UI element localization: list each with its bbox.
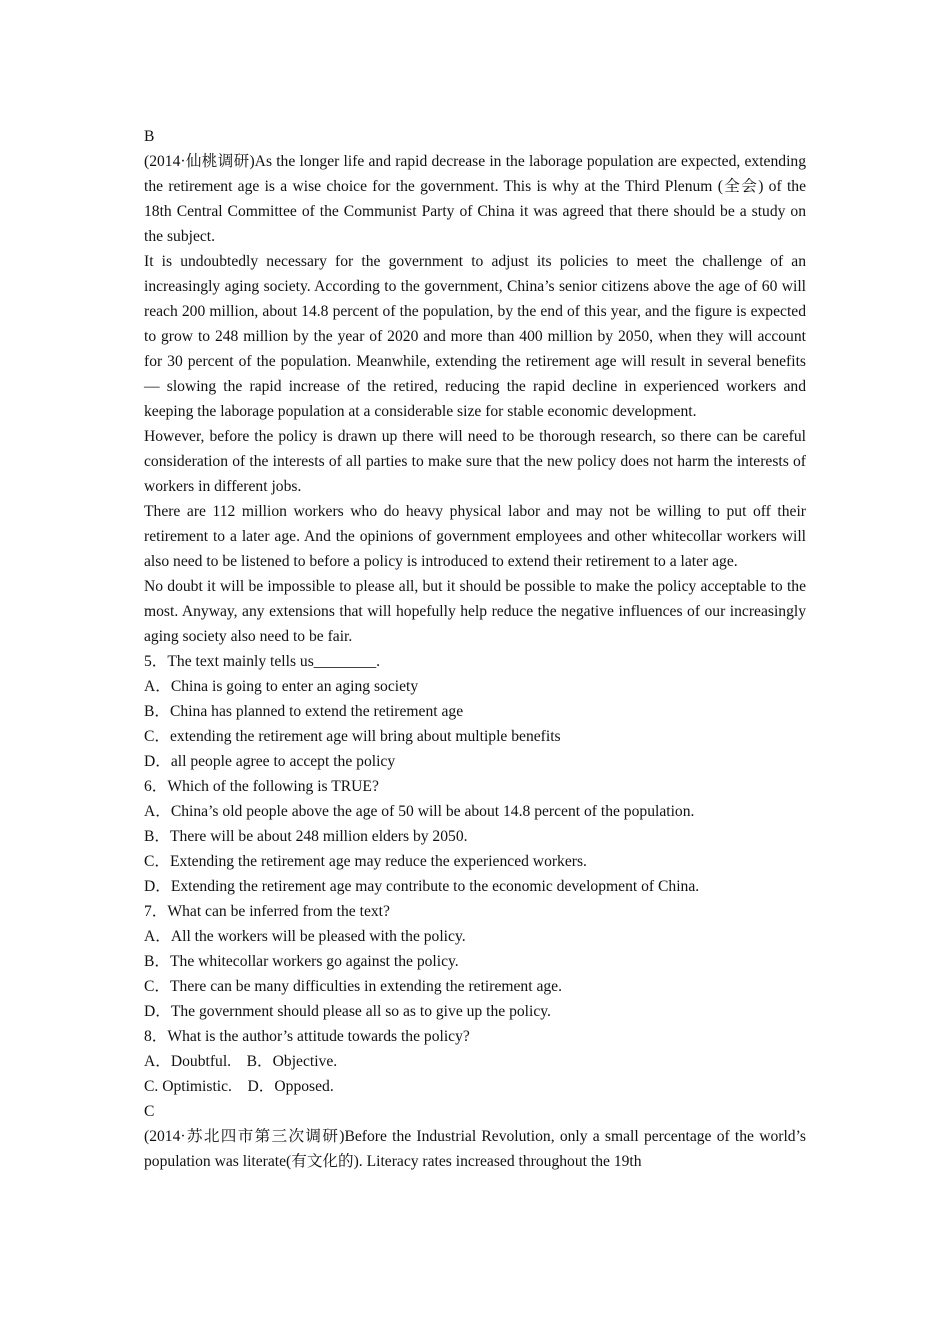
question-stem: 7．What can be inferred from the text?	[144, 903, 390, 920]
options-row-cd: C. Optimistic. D．Opposed.	[144, 1078, 334, 1095]
question-5	[144, 649, 806, 774]
option-a: A．China is going to enter an aging society	[144, 678, 419, 695]
passage-b-paragraph-4: There are 112 million workers who do heavy physical labor and may not be willing to put off their retirement to a later age. And the opinions of government employees and other whitecollar workers will also need to be listened to before a policy is introduced to extend their retirement to a later age.	[144, 503, 806, 570]
option-c: C．There can be many difficulties in extending the retirement age.	[144, 978, 562, 995]
option-b: B．There will be about 248 million elders by 2050.	[144, 828, 468, 845]
option-c: C．Extending the retirement age may reduce the experienced workers.	[144, 853, 587, 870]
passage-b-paragraph-1: (2014·仙桃调研)As the longer life and rapid decrease in the laborage population are expected, extending the retirement age is a wise choice for the government. This is why at the Third Plenum (全会) of the 18th Central Committee of the Communist Party of China it was agreed that there should be a study on the subject.	[144, 153, 806, 245]
question-stem: 6．Which of the following is TRUE?	[144, 778, 379, 795]
question-8	[144, 1024, 806, 1099]
option-d: D．all people agree to accept the policy	[144, 753, 396, 770]
options-row-ab: A．Doubtful. B．Objective.	[144, 1053, 338, 1070]
question-6	[144, 774, 806, 899]
option-d: D．Extending the retirement age may contribute to the economic development of China.	[144, 878, 700, 895]
passage-b-paragraph-3: However, before the policy is drawn up there will need to be thorough research, so there can be careful consideration of the interests of all parties to make sure that the new policy does not harm the interests of workers in different jobs.	[144, 428, 806, 495]
option-b: B．The whitecollar workers go against the policy.	[144, 953, 459, 970]
option-c: C．extending the retirement age will bring about multiple benefits	[144, 728, 561, 745]
question-stem: 5．The text mainly tells us________.	[144, 653, 381, 670]
section-label-c: C	[144, 1103, 155, 1120]
passage-c-paragraph-1: (2014·苏北四市第三次调研)Before the Industrial Revolution, only a small percentage of the world’s population was literate(有文化的). Literacy rates increased throughout the 19th	[144, 1128, 806, 1170]
option-b: B．China has planned to extend the retirement age	[144, 703, 464, 720]
option-a: A．China’s old people above the age of 50 will be about 14.8 percent of the population.	[144, 803, 695, 820]
question-7	[144, 899, 806, 1024]
option-a: A．All the workers will be pleased with the policy.	[144, 928, 466, 945]
passage-b-paragraph-2: It is undoubtedly necessary for the government to adjust its policies to meet the challenge of an increasingly aging society. According to the government, China’s senior citizens above the age of 60 will reach 200 million, about 14.8 percent of the population, by the end of this year, and the figure is expected to grow to 248 million by the year of 2020 and more than 400 million by 2050, when they will account for 30 percent of the population. Meanwhile, extending the retirement age will result in several benefits — slowing the rapid increase of the retired, reducing the rapid decline in experienced workers and keeping the laborage population at a considerable size for stable economic development.	[144, 253, 806, 420]
question-stem: 8．What is the author’s attitude towards the policy?	[144, 1028, 470, 1045]
section-label-b: B	[144, 128, 155, 145]
passage-b-paragraph-5: No doubt it will be impossible to please all, but it should be possible to make the policy acceptable to the most. Anyway, any extensions that will hopefully help reduce the negative influences of our increasingly aging society also need to be fair.	[144, 578, 806, 645]
document-body	[144, 124, 806, 1174]
option-d: D．The government should please all so as to give up the policy.	[144, 1003, 551, 1020]
